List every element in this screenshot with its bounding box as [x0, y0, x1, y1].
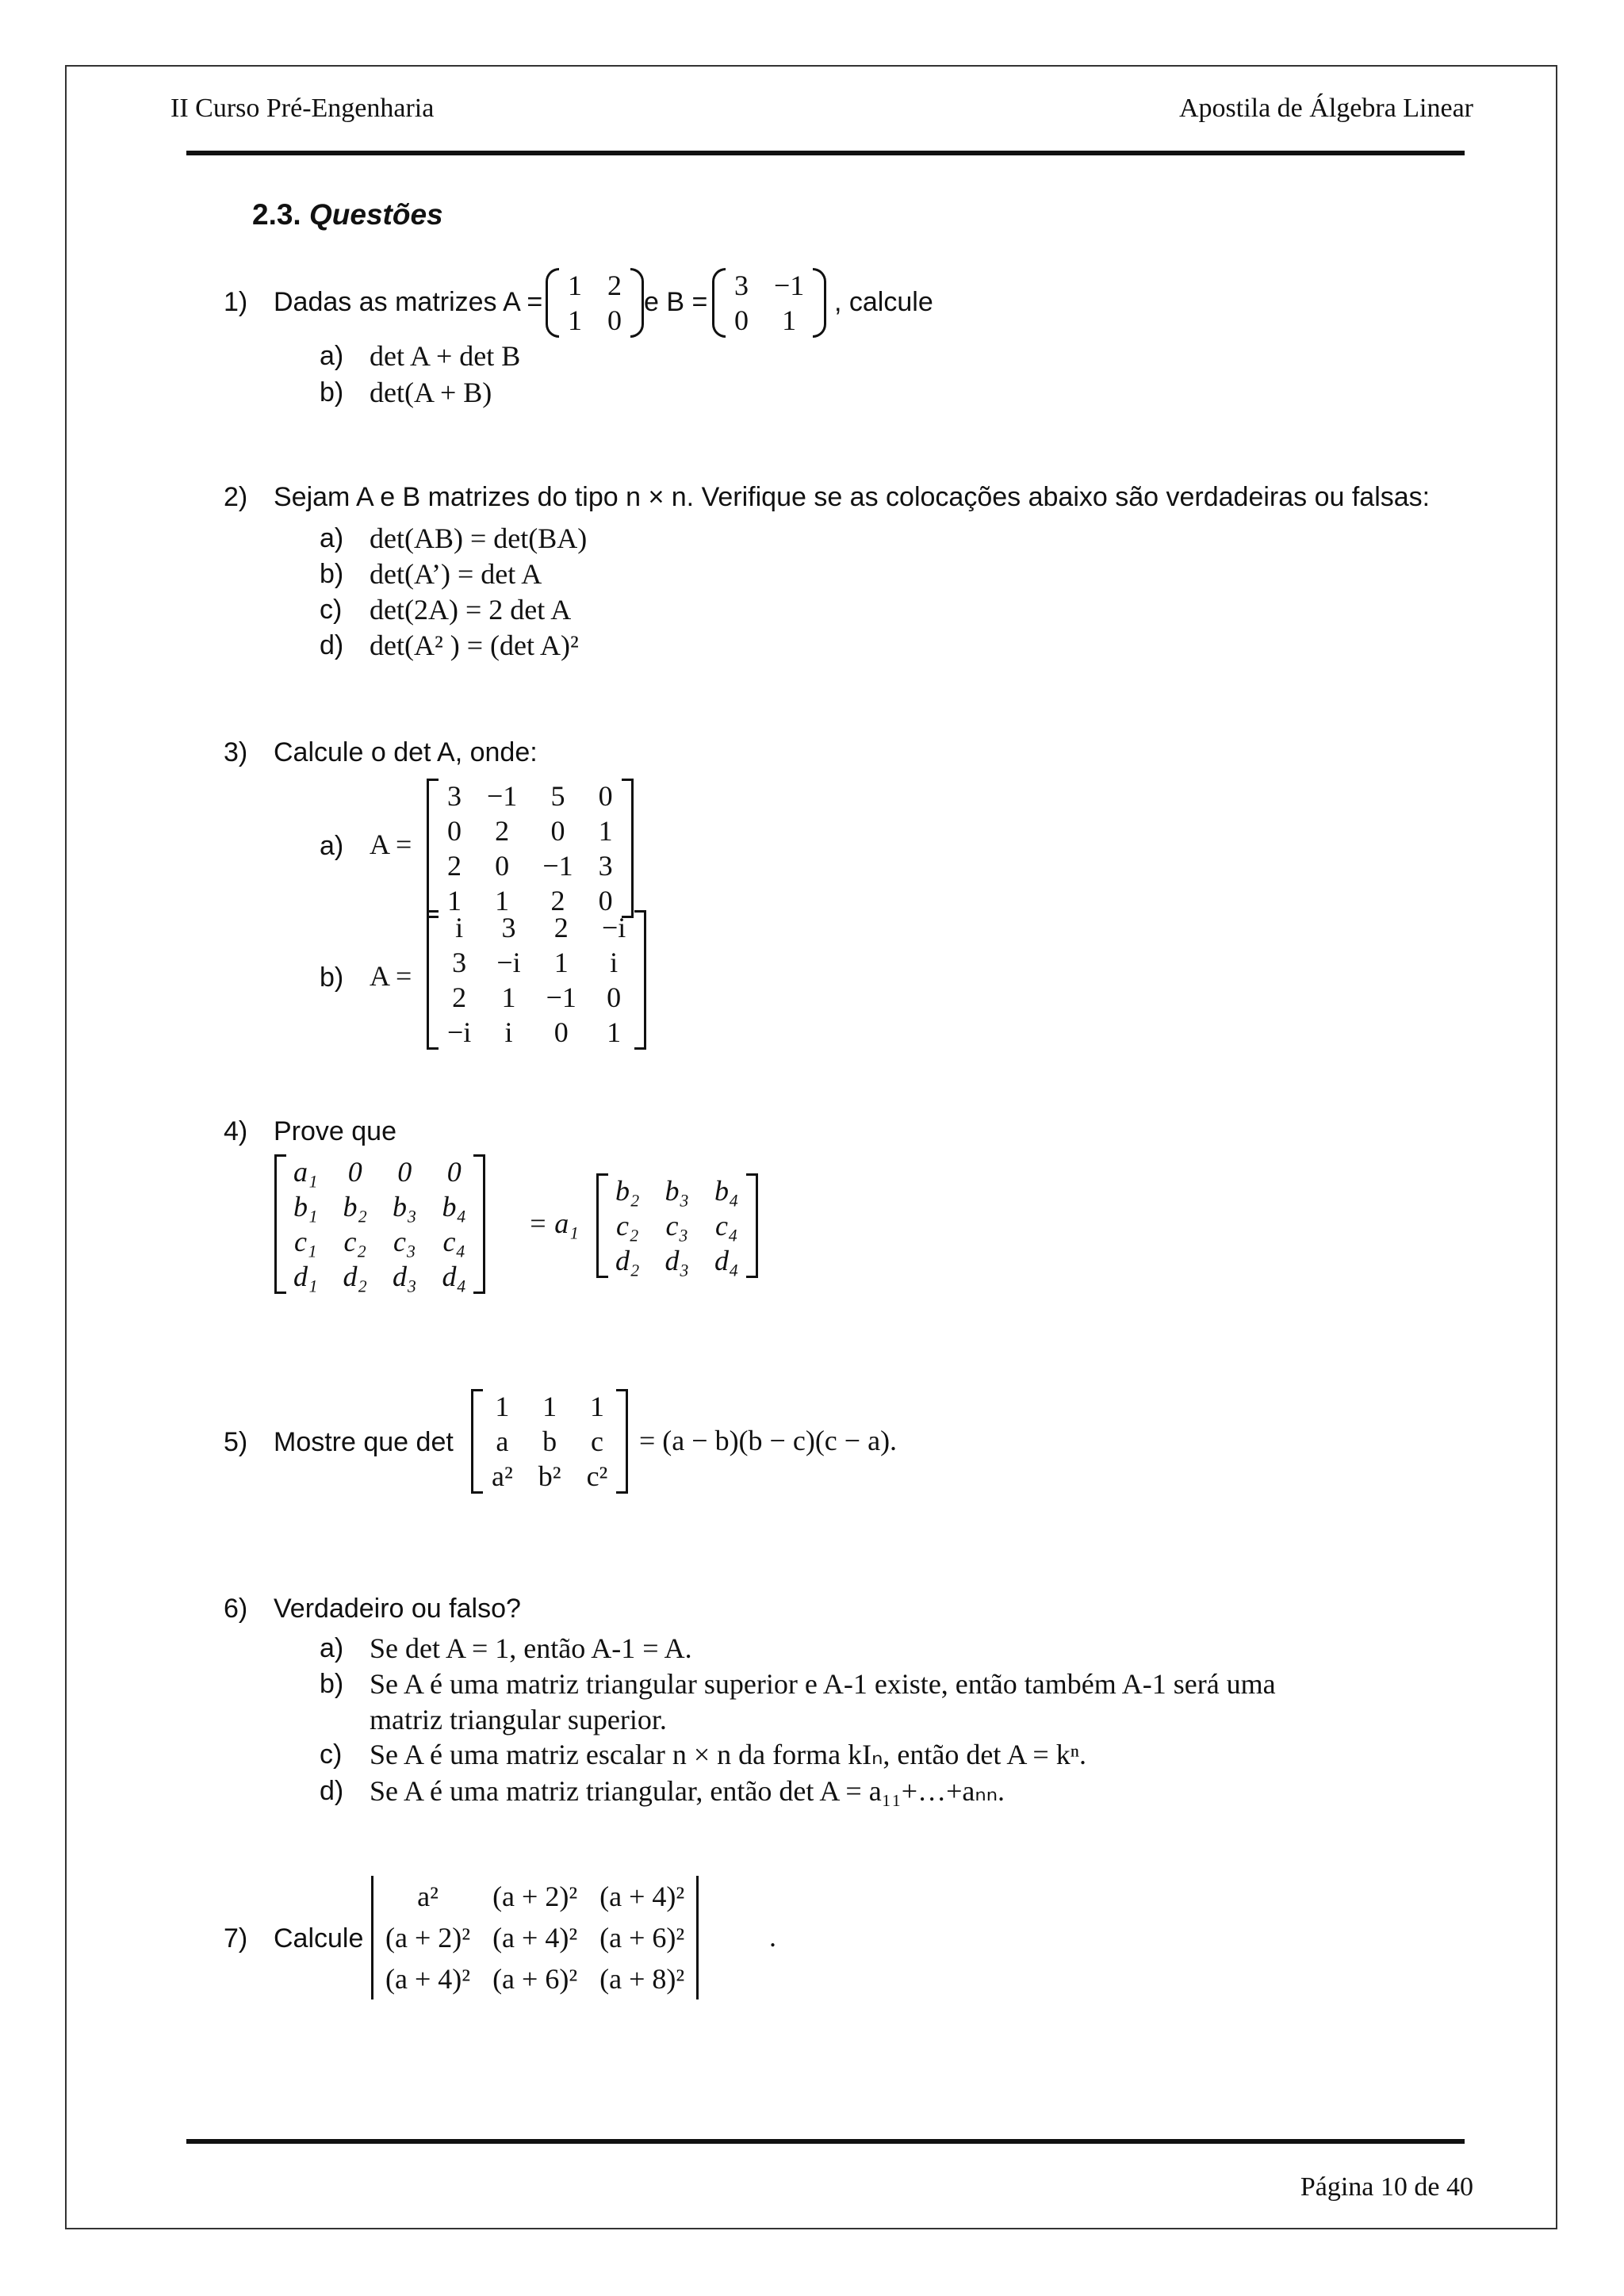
q6-item-c: Se A é uma matriz escalar n × n da forma kIₙ, então det A = kⁿ. [370, 1739, 1087, 1770]
q2-number: 2) [224, 482, 248, 512]
matrix-row [722, 268, 817, 303]
matrix-cell: b² [538, 1460, 561, 1492]
matrix-cell: −1 [774, 270, 805, 301]
matrix-row [435, 779, 626, 813]
matrix-row [722, 303, 817, 338]
page-border [65, 65, 1557, 2229]
matrix-cell: 0 [447, 815, 462, 847]
matrix-cell: 2 [452, 982, 467, 1013]
matrix-cell: 2 [495, 815, 510, 847]
q1-matrix-a [546, 268, 644, 338]
matrix-cell: (a + 6)² [599, 1922, 685, 1954]
matrix-row [555, 303, 634, 338]
matrix-cell: 0 [607, 304, 622, 336]
matrix-cell: b₄ [714, 1175, 739, 1207]
matrix-cell: −1 [542, 850, 573, 882]
q4-matrix-right [596, 1173, 758, 1278]
q2-item-d-letter: d) [320, 630, 344, 660]
q2-text: Sejam A e B matrizes do tipo n × n. Verifique se as colocações abaixo são verdadeiras ou falsas: [274, 482, 1431, 512]
q1-text-b: e B = [644, 287, 708, 317]
page-number: Página 10 de 40 [1300, 2172, 1473, 2202]
q6-item-c-letter: c) [320, 1739, 343, 1770]
matrix-cell: b₂ [343, 1191, 368, 1223]
matrix-cell: c₂ [616, 1210, 639, 1242]
q2-item-a-letter: a) [320, 523, 344, 553]
matrix-cell: 1 [542, 1391, 557, 1422]
q7-number: 7) [224, 1923, 248, 1954]
matrix-row [603, 1208, 752, 1243]
matrix-row [281, 1154, 479, 1189]
header-course: II Curso Pré-Engenharia [170, 94, 435, 123]
matrix-cell: 0 [598, 885, 613, 916]
matrix-cell: 2 [550, 885, 565, 916]
matrix-cell: 1 [553, 947, 569, 978]
q7-determinant [371, 1876, 699, 1999]
q1-item-a-letter: a) [320, 341, 344, 371]
q3-item-a-label: A = [370, 828, 412, 860]
matrix-cell: i [610, 947, 619, 978]
q3-matrix-b [427, 910, 646, 1050]
q1-item-b: det(A + B) [370, 377, 492, 408]
q5-result: = (a − b)(b − c)(c − a). [639, 1425, 898, 1456]
matrix-cell: (a + 2)² [385, 1922, 471, 1954]
matrix-cell: b₂ [615, 1175, 640, 1207]
matrix-cell: b₃ [665, 1175, 690, 1207]
matrix-cell: −i [601, 912, 626, 943]
matrix-cell: 2 [447, 850, 462, 882]
matrix-cell: b [542, 1425, 557, 1457]
q3-number: 3) [224, 737, 248, 767]
q3-matrix-a [427, 779, 634, 918]
q2-item-d: det(A² ) = (det A)² [370, 629, 579, 661]
matrix-cell: −1 [546, 982, 576, 1013]
matrix-cell: c₃ [665, 1210, 689, 1242]
matrix-cell: 0 [347, 1156, 362, 1188]
q5-number: 5) [224, 1427, 248, 1457]
matrix-row [374, 1876, 695, 1917]
matrix-cell: 3 [452, 947, 467, 978]
matrix-row [435, 813, 626, 848]
matrix-cell: 1 [495, 1391, 510, 1422]
header-rule [186, 151, 1465, 155]
matrix-row [435, 980, 638, 1015]
q2-item-a: det(AB) = det(BA) [370, 522, 588, 554]
matrix-cell: (a + 4)² [599, 1881, 685, 1912]
q3-item-a-letter: a) [320, 831, 344, 861]
q1-matrix-b [712, 268, 826, 338]
section-title [252, 198, 443, 232]
matrix-cell: 0 [446, 1156, 462, 1188]
matrix-cell: 0 [397, 1156, 412, 1188]
q1-item-b-letter: b) [320, 377, 344, 408]
q3-item-b-letter: b) [320, 962, 344, 993]
matrix-cell: 1 [607, 1016, 622, 1048]
q1-text-a: Dadas as matrizes A = [274, 287, 543, 317]
matrix-cell: (a + 4)² [385, 1963, 471, 1995]
q1-item-a: det A + det B [370, 340, 521, 372]
matrix-cell: d₂ [615, 1245, 640, 1276]
matrix-cell: d₂ [343, 1261, 368, 1292]
matrix-cell: d₃ [393, 1261, 417, 1292]
q3-text: Calcule o det A, onde: [274, 737, 538, 767]
matrix-cell: c₄ [442, 1226, 466, 1257]
q6-item-b-letter: b) [320, 1669, 344, 1699]
matrix-cell: a₁ [293, 1156, 318, 1188]
matrix-cell: (a + 4)² [492, 1922, 578, 1954]
matrix-cell: b₃ [393, 1191, 417, 1223]
matrix-row [281, 1189, 479, 1224]
matrix-cell: (a + 8)² [599, 1963, 685, 1995]
q6-item-b: Se A é uma matriz triangular superior e A-1 existe, então também A-1 será uma [370, 1668, 1276, 1700]
matrix-row [435, 1015, 638, 1050]
matrix-cell: (a + 2)² [492, 1881, 578, 1912]
matrix-cell: (a + 6)² [492, 1963, 578, 1995]
q2-item-b: det(A’) = det A [370, 558, 542, 590]
matrix-cell: d₄ [714, 1245, 739, 1276]
q1-number: 1) [224, 287, 248, 317]
matrix-cell: 0 [607, 982, 622, 1013]
matrix-row [555, 268, 634, 303]
matrix-cell: d₃ [665, 1245, 690, 1276]
q4-equals: = a₁ [528, 1207, 579, 1239]
matrix-cell: i [455, 912, 464, 943]
q2-item-c-letter: c) [320, 595, 343, 625]
matrix-cell: 2 [553, 912, 569, 943]
matrix-cell: 0 [734, 304, 749, 336]
matrix-cell: i [504, 1016, 513, 1048]
matrix-cell: 3 [734, 270, 749, 301]
matrix-cell: 0 [550, 815, 565, 847]
q7-text: Calcule [274, 1923, 364, 1954]
matrix-row [281, 1224, 479, 1259]
q4-matrix-left [274, 1154, 485, 1294]
matrix-cell: 5 [550, 780, 565, 812]
matrix-cell: 1 [568, 270, 582, 301]
section-name: Questões [309, 198, 443, 231]
matrix-cell: −1 [487, 780, 518, 812]
matrix-cell: 2 [607, 270, 622, 301]
matrix-row [374, 1958, 695, 1999]
section-number: 2.3. [252, 198, 301, 231]
matrix-cell: a² [417, 1881, 439, 1912]
matrix-cell: b₄ [442, 1191, 467, 1223]
matrix-cell: 3 [447, 780, 462, 812]
header-title: Apostila de Álgebra Linear [1178, 94, 1473, 123]
matrix-cell: 3 [501, 912, 516, 943]
matrix-row [479, 1424, 620, 1459]
matrix-cell: 3 [598, 850, 613, 882]
q6-item-b-continued: matriz triangular superior. [370, 1704, 667, 1735]
matrix-cell: c₁ [294, 1226, 317, 1257]
q6-text: Verdadeiro ou falso? [274, 1594, 521, 1624]
matrix-cell: b₁ [293, 1191, 318, 1223]
matrix-row [435, 945, 638, 980]
matrix-cell: 1 [598, 815, 613, 847]
matrix-cell: −i [447, 1016, 472, 1048]
q7-end: . [769, 1921, 776, 1953]
q6-item-a: Se det A = 1, então A-1 = A. [370, 1632, 692, 1664]
matrix-cell: 1 [447, 885, 462, 916]
matrix-row [435, 848, 626, 883]
q2-item-c: det(2A) = 2 det A [370, 594, 572, 626]
matrix-cell: 1 [495, 885, 510, 916]
matrix-cell: a² [492, 1460, 513, 1492]
footer-rule [186, 2139, 1465, 2144]
matrix-cell: 1 [589, 1391, 604, 1422]
matrix-cell: −i [496, 947, 521, 978]
matrix-cell: c₄ [715, 1210, 738, 1242]
matrix-row [603, 1173, 752, 1208]
q5-text: Mostre que det [274, 1427, 454, 1457]
matrix-row [479, 1389, 620, 1424]
matrix-cell: 0 [598, 780, 613, 812]
matrix-cell: c₂ [343, 1226, 367, 1257]
matrix-cell: c² [586, 1460, 608, 1492]
matrix-cell: d₄ [442, 1261, 467, 1292]
q5-matrix [471, 1389, 628, 1494]
matrix-cell: 0 [553, 1016, 569, 1048]
matrix-cell: 1 [782, 304, 797, 336]
matrix-cell: 1 [501, 982, 516, 1013]
matrix-cell: 0 [495, 850, 510, 882]
q2-item-b-letter: b) [320, 559, 344, 589]
matrix-cell: 1 [568, 304, 582, 336]
q1-text-c: , calcule [834, 287, 933, 317]
q6-item-d-letter: d) [320, 1776, 344, 1806]
q6-number: 6) [224, 1594, 248, 1624]
q6-item-d: Se A é uma matriz triangular, então det A = a₁₁+…+aₙₙ. [370, 1775, 1005, 1807]
q4-number: 4) [224, 1116, 248, 1146]
matrix-row [603, 1243, 752, 1278]
matrix-row [374, 1917, 695, 1958]
matrix-row [281, 1259, 479, 1294]
matrix-cell: d₁ [293, 1261, 318, 1292]
q4-text: Prove que [274, 1116, 396, 1146]
q6-item-a-letter: a) [320, 1633, 344, 1663]
matrix-cell: c₃ [393, 1226, 416, 1257]
q3-item-b-label: A = [370, 960, 412, 992]
matrix-cell: a [496, 1425, 509, 1457]
matrix-row [479, 1459, 620, 1494]
matrix-row [435, 910, 638, 945]
matrix-cell: c [590, 1425, 603, 1457]
